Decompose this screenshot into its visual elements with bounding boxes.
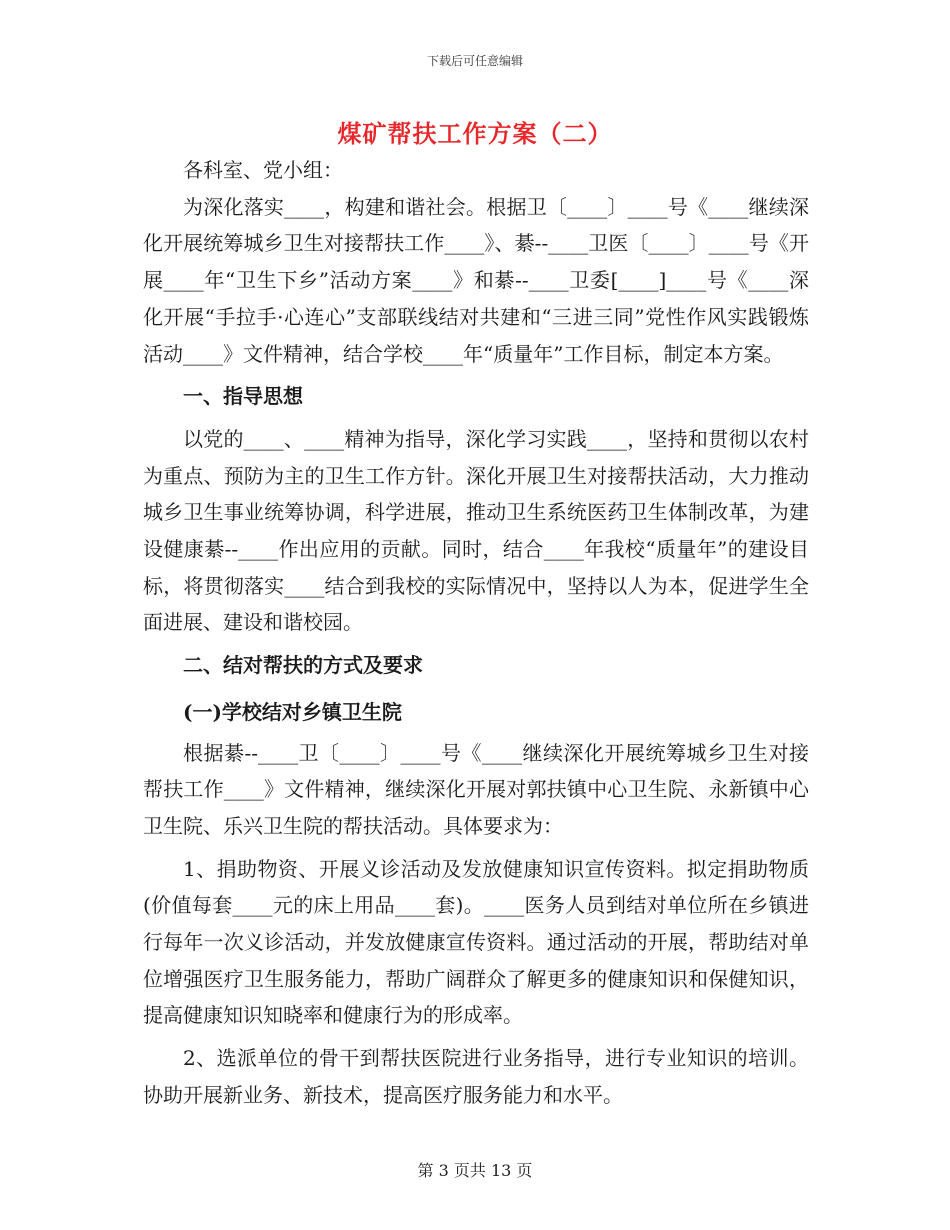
paragraph-school-pairing: 根据綦--____卫〔____〕____号《____继续深化开展统筹城乡卫生对接帮扶工作____》文件精神，继续深化开展对郭扶镇中心卫生院、永新镇中心卫生院、乐兴卫生院的帮扶活动。具体要求为：	[143, 740, 809, 838]
salutation: 各科室、党小组：	[183, 158, 343, 182]
list-item-2: 2、选派单位的骨干到帮扶医院进行业务指导，进行专业知识的培训。协助开展新业务、新技术，提高医疗服务能力和水平。	[143, 1046, 809, 1107]
heading-pairing-methods: 二、结对帮扶的方式及要求	[183, 653, 423, 678]
heading-school-pairing: (一)学校结对乡镇卫生院	[183, 699, 402, 724]
document-body	[143, 152, 809, 1114]
page-header: 下载后可任意编辑	[426, 54, 523, 68]
list-item-1: 1、捐助物资、开展义诊活动及发放健康知识宣传资料。拟定捐助物质(价值每套____元的床上用品____套)。____医务人员到结对单位所在乡镇进行每年一次义诊活动，并发放健康宣传资料。通过活动的开展，帮助结对单位增强医疗卫生服务能力，帮助广阔群众了解更多的健康知识和保健知识，提高健康知识知晓率和健康行为的形成率。	[143, 856, 809, 1028]
document-title: 煤矿帮扶工作方案（二）	[337, 119, 613, 148]
page-footer: 第 3 页共 13 页	[417, 1161, 533, 1180]
heading-guiding-ideology: 一、指导思想	[183, 384, 303, 409]
paragraph-guiding: 以党的____、____精神为指导，深化学习实践____，坚持和贯彻以农村为重点、预防为主的卫生工作方针。深化开展卫生对接帮扶活动，大力推动城乡卫生事业统筹协调，科学进展，推动卫生系统医药卫生体制改革，为建设健康綦--____作出应用的贡献。同时，结合____年我校“质量年”的建设目标，将贯彻落实____结合到我校的实际情况中，坚持以人为本，促进学生全面进展、建设和谐校园。	[143, 426, 809, 635]
paragraph-intro: 为深化落实____，构建和谐社会。根据卫〔____〕____号《____继续深化开展统筹城乡卫生对接帮扶工作____》、綦--____卫医〔____〕____号《开展____年“卫生下乡”活动方案____》和綦--____卫委[____]____号《____深化开展“手拉手·心连心”支部联线结对共建和“三进三同”党性作风实践锻炼活动____》文件精神，结合学校____年“质量年”工作目标，制定本方案。	[143, 194, 809, 366]
